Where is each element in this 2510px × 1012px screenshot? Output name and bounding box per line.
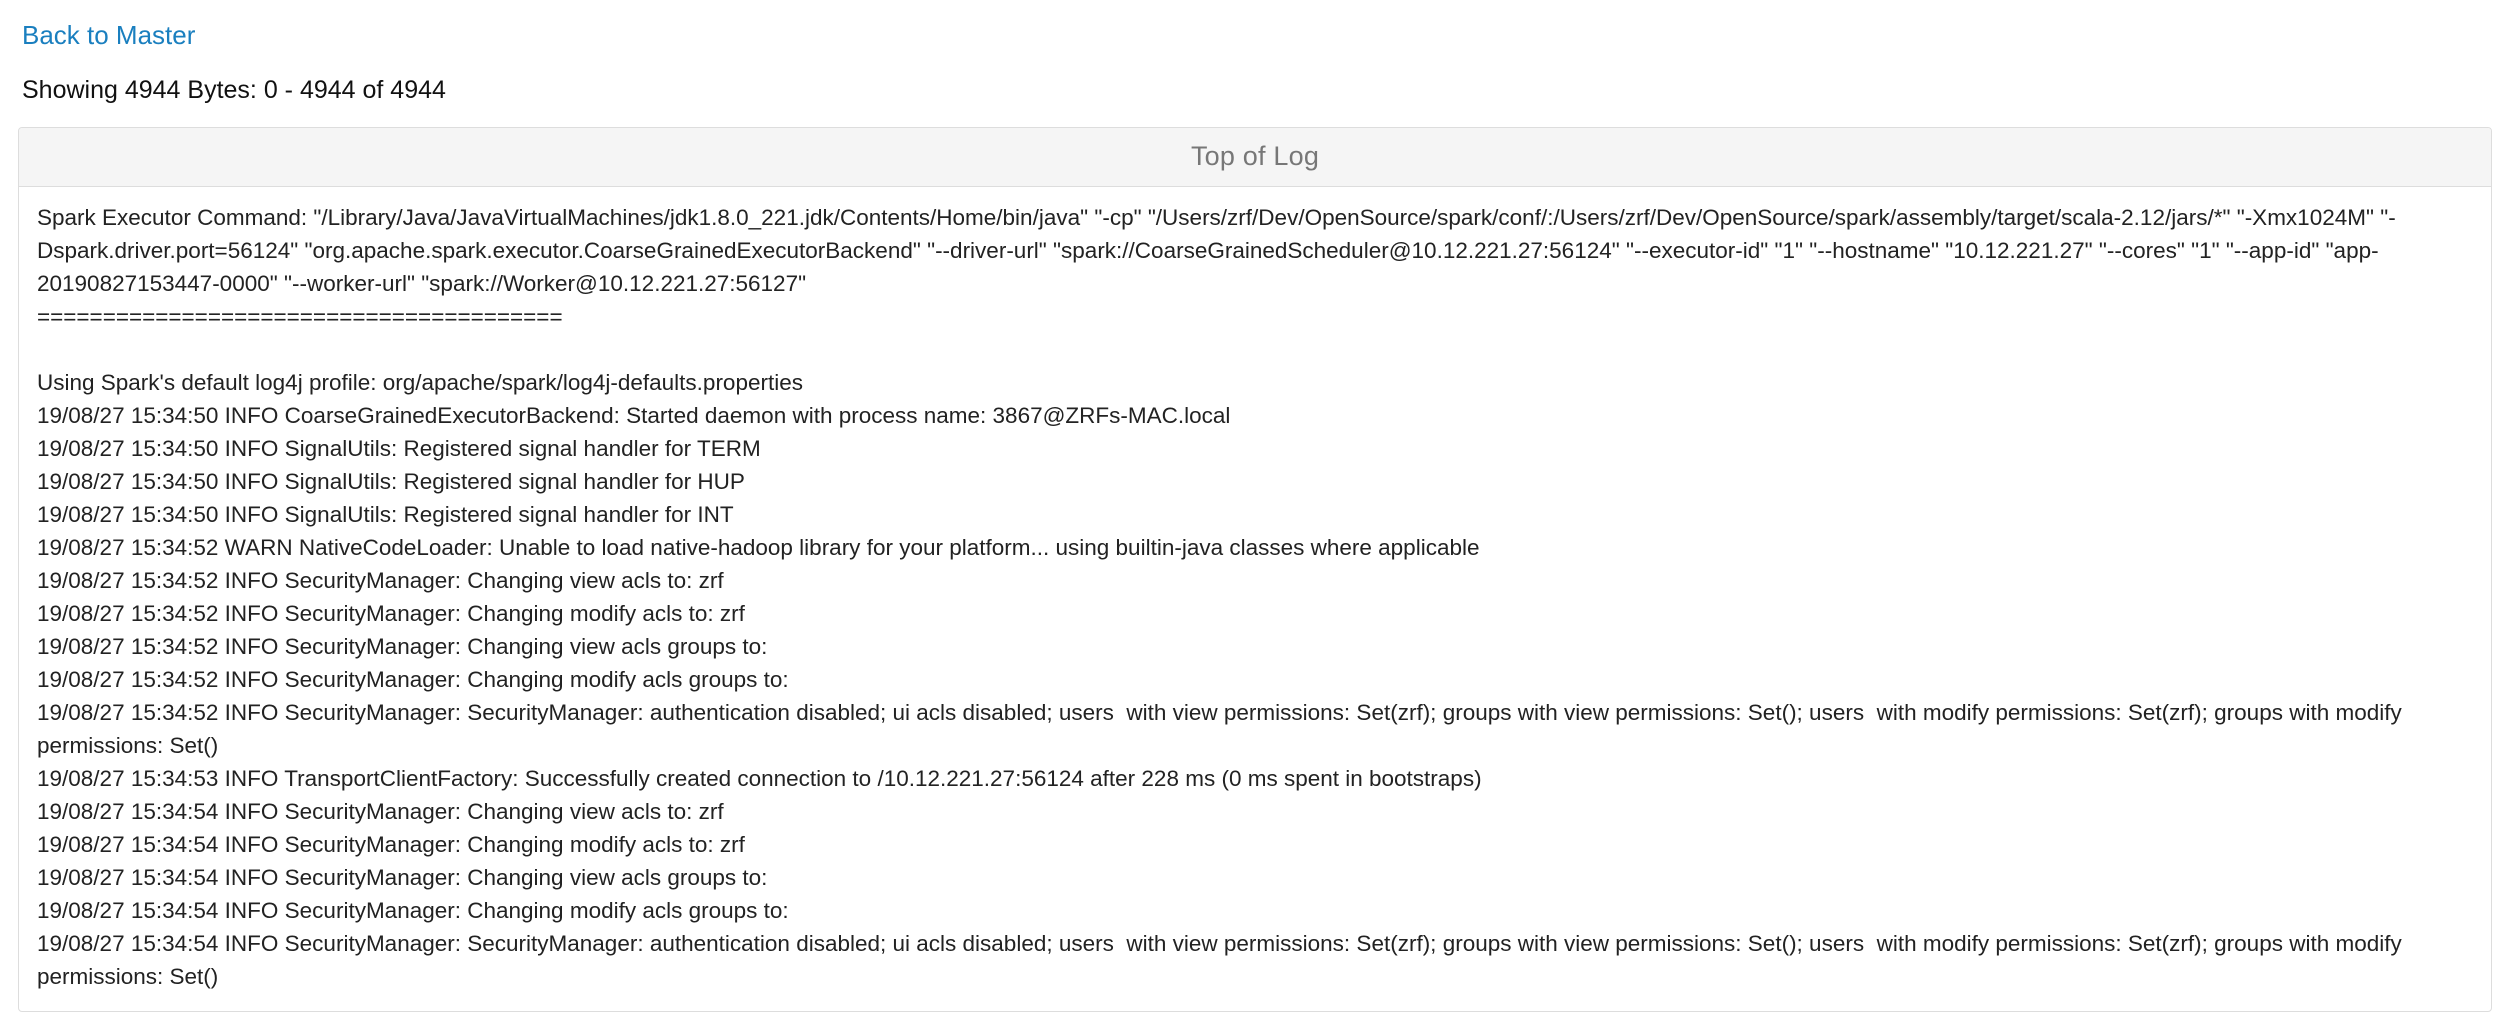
log-line: 19/08/27 15:34:50 INFO CoarseGrainedExecutorBackend: Started daemon with process name: 3867@ZRFs-MAC.local (37, 403, 1231, 429)
log-line (37, 333, 2473, 366)
log-line: 19/08/27 15:34:54 INFO SecurityManager: Changing modify acls to: zrf (37, 832, 745, 858)
log-line: 19/08/27 15:34:52 INFO SecurityManager: SecurityManager: authentication disabled; ui acls disabled; users with view permissions: Set(zrf); groups with view permissions: Set(); users with modify permissions: Set(zrf); groups with modify permissions: Set() (37, 700, 2409, 759)
log-line: 19/08/27 15:34:54 INFO SecurityManager: Changing modify acls groups to: (37, 898, 789, 924)
log-content (19, 187, 2491, 1011)
log-line: Spark Executor Command: "/Library/Java/JavaVirtualMachines/jdk1.8.0_221.jdk/Contents/Home/bin/java" "-cp" "/Users/zrf/Dev/OpenSource/spark/conf/:/Users/zrf/Dev/OpenSource/spark/assembly/target/scala-2.12/jars/*" "-Xmx1024M" "-Dspark.driver.port=56124" "org.apache.spark.executor.CoarseGrainedExecutorBackend" "--driver-url" "spark://CoarseGrainedScheduler@10.12.221.27:56124" "--executor-id" "1" "--hostname" "10.12.221.27" "--cores" "1" "--app-id" "app-20190827153447-0000" "--worker-url" "spark://Worker@10.12.221.27:56127" (37, 205, 2396, 297)
log-line: 19/08/27 15:34:52 INFO SecurityManager: Changing modify acls to: zrf (37, 601, 745, 627)
log-line: 19/08/27 15:34:52 INFO SecurityManager: Changing modify acls groups to: (37, 667, 789, 693)
log-line: 19/08/27 15:34:50 INFO SignalUtils: Registered signal handler for TERM (37, 436, 761, 462)
log-line: 19/08/27 15:34:52 INFO SecurityManager: Changing view acls to: zrf (37, 568, 724, 594)
log-line: ======================================== (37, 304, 563, 330)
back-to-master-link[interactable]: Back to Master (22, 20, 196, 50)
log-panel (18, 127, 2492, 1012)
log-line: 19/08/27 15:34:50 INFO SignalUtils: Registered signal handler for HUP (37, 469, 745, 495)
log-line: Using Spark's default log4j profile: org/apache/spark/log4j-defaults.properties (37, 370, 803, 396)
showing-bytes-status: Showing 4944 Bytes: 0 - 4944 of 4944 (22, 76, 446, 105)
log-line: 19/08/27 15:34:52 INFO SecurityManager: Changing view acls groups to: (37, 634, 768, 660)
log-line: 19/08/27 15:34:54 INFO SecurityManager: SecurityManager: authentication disabled; ui acls disabled; users with view permissions: Set(zrf); groups with view permissions: Set(); users with modify permissions: Set(zrf); groups with modify permissions: Set() (37, 931, 2409, 990)
log-line: 19/08/27 15:34:52 WARN NativeCodeLoader: Unable to load native-hadoop library for your platform... using builtin-java classes where applicable (37, 535, 1480, 561)
log-line: 19/08/27 15:34:54 INFO SecurityManager: Changing view acls to: zrf (37, 799, 724, 825)
log-panel-header: Top of Log (19, 128, 2491, 187)
log-line: 19/08/27 15:34:53 INFO TransportClientFactory: Successfully created connection to /10.12.221.27:56124 after 228 ms (0 ms spent in bootstraps) (37, 766, 1482, 792)
log-line: 19/08/27 15:34:50 INFO SignalUtils: Registered signal handler for INT (37, 502, 734, 528)
log-line: 19/08/27 15:34:54 INFO SecurityManager: Changing view acls groups to: (37, 865, 768, 891)
